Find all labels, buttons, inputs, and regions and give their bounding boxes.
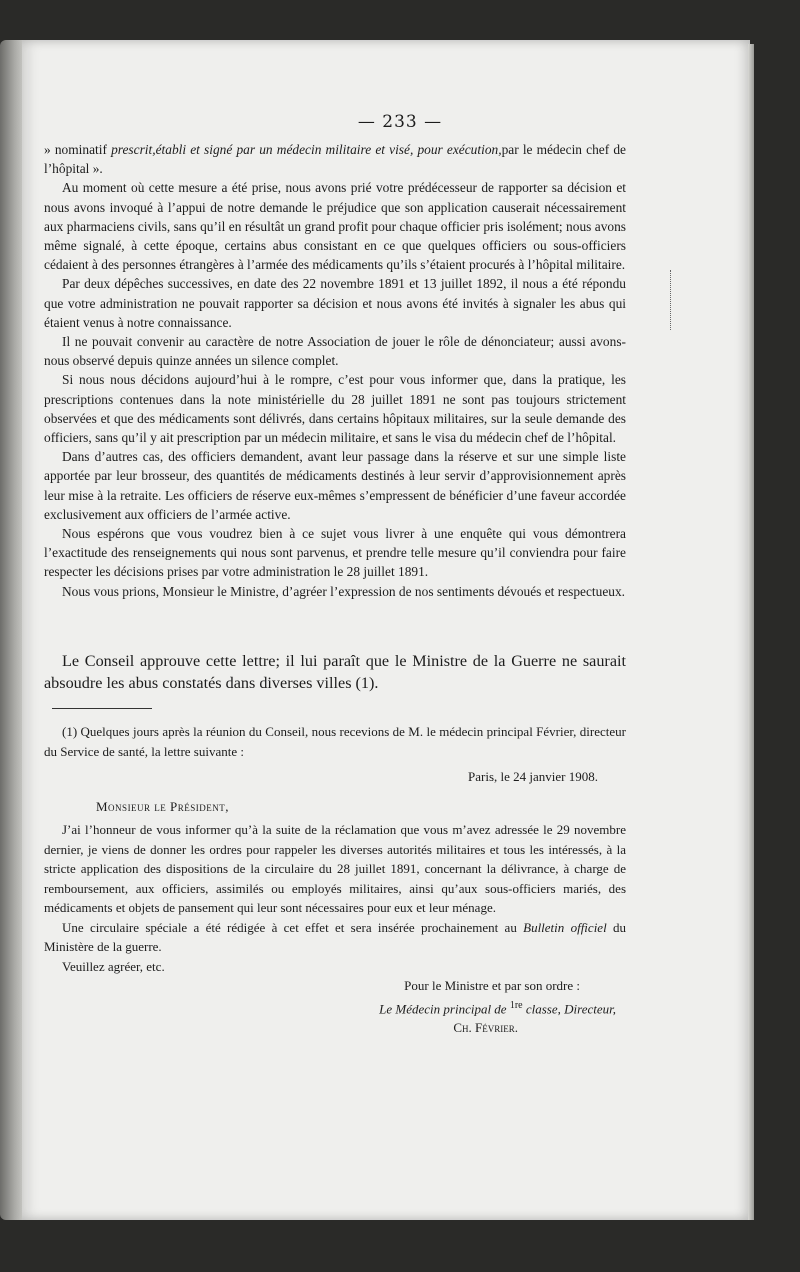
letter-paragraph: Dans d’autres cas, des officiers demandent, avant leur passage dans la réserve et sur une simple liste apportée par leur brosseur, des quantités de médicaments destinés à leur servir d’approvisionnement après leur mise à la retraite. Les officiers de réserve eux-mêmes s’empressent de bénéficier d’une faveur accordée exclusivement aux officiers de l’armée active. <box>44 449 626 522</box>
footnote-intro: (1) Quelques jours après la réunion du Conseil, nous recevions de M. le médecin principal Février, directeur du Service de santé, la lettre suivante : <box>44 724 626 759</box>
letter-paragraph: Au moment où cette mesure a été prise, nous avons prié votre prédécesseur de rapporter sa décision et nous avons invoqué à l’appui de notre demande le préjudice que son application causerait nécessairement aux pharmaciens civils, sans qu’il en résultât un grand profit pour chaque officier pris isolément; nous avons même signalé, à cette époque, certains abus consistant en ce que quelques officiers ou sous-officiers cédaient à des personnes étrangères à l’armée des médicaments qu’ils s’étaient procurés à l’hôpital militaire. <box>44 180 626 273</box>
letter-paragraph: Nous espérons que vous voudrez bien à ce sujet vous livrer à une enquête qui vous démontrera l’exactitude des renseignements qui nous sont parvenus, et prendre telle mesure qu’il conviendra pour faire respecter les décisions prises par votre administration le 28 juillet 1891. <box>44 526 626 580</box>
footnote <box>44 722 626 1038</box>
letter-paragraph: Par deux dépêches successives, en date des 22 novembre 1891 et 13 juillet 1892, il nous a été répondu que votre administration ne pouvait rapporter sa décision et nous avons été invités à signaler les abus qui étaient venus à notre connaissance. <box>44 276 626 330</box>
signature-line: Pour le Ministre et par son ordre : <box>404 978 580 993</box>
facing-page-edge <box>0 40 24 1220</box>
footnote-closing: Veuillez agréer, etc. <box>62 958 165 974</box>
letter-paragraph: Si nous nous décidons aujourd’hui à le rompre, c’est pour vous informer que, dans la pratique, les prescriptions contenues dans la note ministérielle du 28 juillet 1891 ne sont pas toujours strictement observées et que des médicaments sont délivrés, dans certains hôpitaux militaires, sur la seule demande des officiers, sans qu’il y ait prescription par un médecin militaire, et sans le visa du médecin chef de l’hôpital. <box>44 372 626 446</box>
signature-name: Ch. Février. <box>453 1020 518 1036</box>
footnote-separator <box>52 708 152 709</box>
page-number: — 233 — <box>357 112 443 132</box>
footnote-paragraph: Une circulaire spéciale a été rédigée à cet effet et sera insérée prochainement au Bulletin officiel du Ministère de la guerre. <box>44 919 626 954</box>
footnote-date: Paris, le 24 janvier 1908. <box>468 769 598 784</box>
letter-paragraph: » nominatif prescrit,établi et signé par un médecin militaire et visé, pour exécution,par le médecin chef de l’hôpital ». <box>44 142 626 177</box>
resolution-text: Le Conseil approuve cette lettre; il lui paraît que le Ministre de la Guerre ne saurait absoudre les abus constatés dans diverses villes (1). <box>44 652 626 692</box>
margin-annotation <box>670 270 674 330</box>
letter-body <box>44 140 626 601</box>
signature-title: Le Médecin principal de $^{1re}$ classe, Directeur, <box>379 999 616 1016</box>
page-stack-edge <box>748 44 754 1220</box>
letter-paragraph: Nous vous prions, Monsieur le Ministre, d’agréer l’expression de nos sentiments dévoués et respectueux. <box>62 583 626 599</box>
footnote-salutation: Monsieur le Président, <box>96 798 230 814</box>
council-resolution <box>44 650 626 694</box>
footnote-paragraph: J’ai l’honneur de vous informer qu’à la suite de la réclamation que vous m’avez adressée le 29 novembre dernier, je viens de donner les ordres pour rappeler les diverses autorités militaires et tous les intéressés, à la stricte application des dispositions de la circulaire du 28 juillet 1891, concernant la délivrance, à charge de remboursement, aux officiers, assimilés ou employés militaires, ainsi qu’aux sous-officiers mariés, des médicaments et objets de pansement qui leur sont nécessaires pour eux et leur ménage. <box>44 822 626 915</box>
letter-paragraph: Il ne pouvait convenir au caractère de notre Association de jouer le rôle de dénonciateur; aussi avons-nous observé depuis quinze années un silence complet. <box>44 334 626 369</box>
